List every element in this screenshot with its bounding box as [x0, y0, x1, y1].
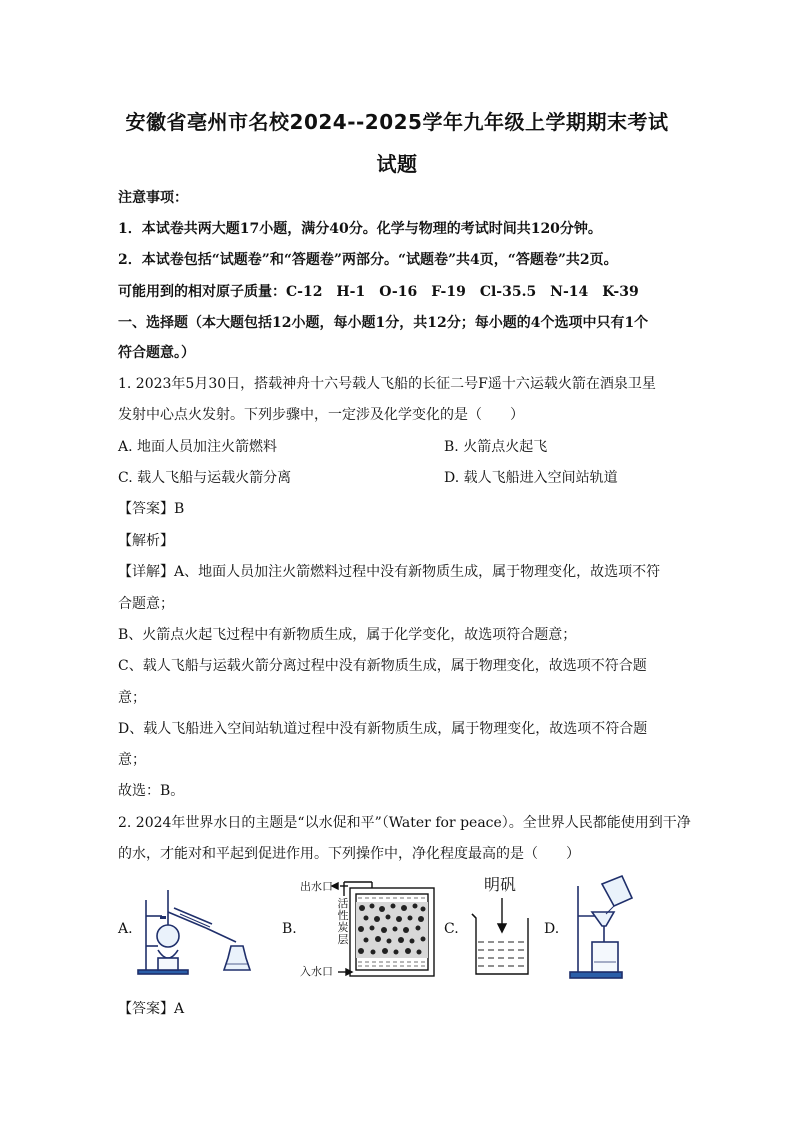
q2-figure-b-label: B. [282, 921, 297, 937]
notes-heading: 注意事项： [118, 190, 188, 206]
page-title-continued: 试题 [376, 152, 418, 176]
section-heading-continued: 符合题意。） [118, 345, 195, 361]
q1-detail-line: 意； [118, 690, 146, 706]
q1-conclusion: 故选：B。 [118, 783, 185, 799]
q1-detail-line: 意； [118, 752, 146, 768]
carbon-layer-label: 活性炭层 [337, 897, 349, 946]
q1-stem: 1. 2023年5月30日，搭载神舟十六号载人飞船的长征二号F遥十六运载火箭在酒泉卫星 [118, 376, 656, 392]
water-lines [478, 942, 526, 966]
q1-detail-line: B、火箭点火起飞过程中有新物质生成，属于化学变化，故选项符合题意； [118, 627, 577, 643]
q2-stem-continued: 的水，才能对和平起到促进作用。下列操作中，净化程度最高的是（ ） [118, 846, 580, 862]
alum-label: 明矾 [484, 875, 517, 894]
carbon-filter-figure [300, 874, 440, 982]
q1-option-c: C. 载人飞船与运载火箭分离 [118, 470, 292, 486]
atomic-masses: 可能用到的相对原子质量：C-12 H-1 O-16 F-19 Cl-35.5 N-14 K-39 [118, 284, 639, 300]
q2-stem: 2. 2024年世界水日的主题是“以水促和平”（Water for peace）。全世界人民都能使用到干净 [118, 815, 691, 831]
q1-detail-line: D、载人飞船进入空间站轨道过程中没有新物质生成，属于物理变化，故选项不符合题 [118, 721, 648, 737]
inlet-label: 入水口 [300, 965, 333, 978]
q1-answer: 【答案】B [118, 501, 185, 517]
distillation-apparatus-figure [136, 880, 256, 976]
q1-stem-continued: 发射中心点火发射。下列步骤中，一定涉及化学变化的是（ ） [118, 407, 524, 423]
q1-option-b: B. 火箭点火起飞 [444, 439, 548, 455]
outlet-label: 出水口 [300, 880, 333, 893]
q1-detail-line: C、载人飞船与运载火箭分离过程中没有新物质生成，属于物理变化，故选项不符合题 [118, 658, 647, 674]
section-heading: 一、选择题（本大题包括12小题，每小题1分，共12分；每小题的4个选项中只有1个 [118, 315, 649, 331]
q1-detail-line: 合题意； [118, 596, 174, 612]
q1-detail-line: 【详解】A、地面人员加注火箭燃料过程中没有新物质生成，属于物理变化，故选项不符 [118, 564, 661, 580]
q1-analysis-heading: 【解析】 [118, 533, 174, 549]
q2-answer: 【答案】A [118, 1001, 185, 1017]
alum-beaker-figure [462, 870, 542, 982]
filtration-figure [562, 872, 646, 982]
notes-item-2: 2．本试卷包括“试题卷”和“答题卷”两部分。“试题卷”共4页，“答题卷”共2页。 [118, 252, 618, 268]
notes-item-1: 1．本试卷共两大题17小题，满分40分。化学与物理的考试时间共120分钟。 [118, 221, 602, 237]
carbon-particles-pattern [356, 898, 428, 966]
q1-option-a: A. 地面人员加注火箭燃料 [118, 439, 278, 455]
q2-figure-a-label: A. [118, 921, 133, 937]
page-title: 安徽省亳州市名校2024--2025学年九年级上学期期末考试 [125, 110, 669, 134]
q2-figure-c-label: C. [444, 921, 459, 937]
q2-figure-d-label: D. [544, 921, 560, 937]
q1-option-d: D. 载人飞船进入空间站轨道 [444, 470, 618, 486]
